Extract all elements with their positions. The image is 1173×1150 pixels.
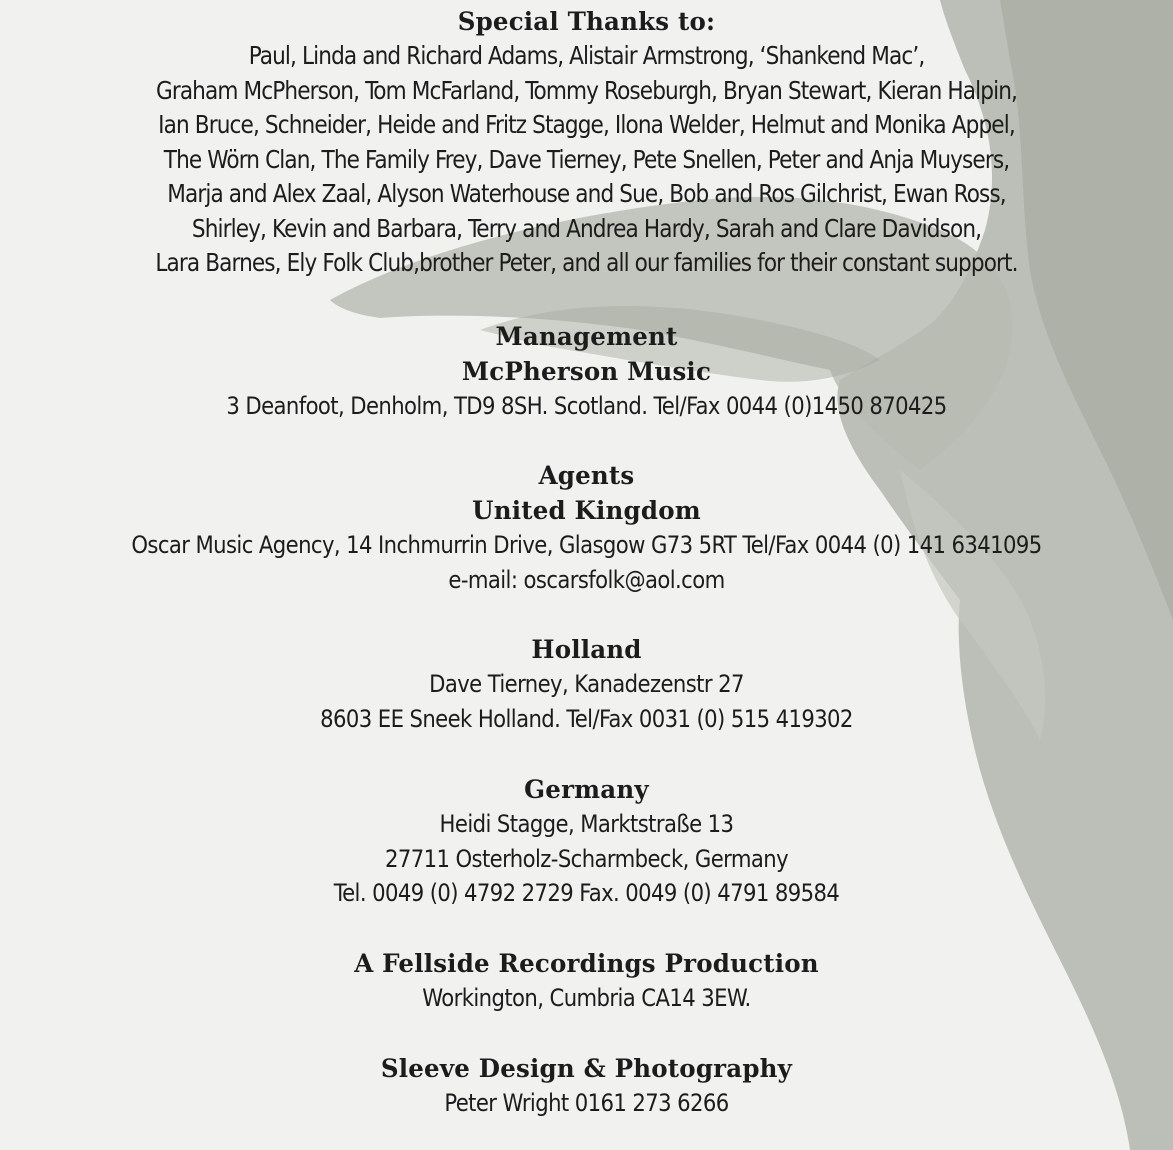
germany-line-3: Tel. 0049 (0) 4792 2729 Fax. 0049 (0) 4791 89584 (333, 879, 840, 907)
holland-line-2: 8603 EE Sneek Holland. Tel/Fax 0031 (0) 515 419302 (320, 704, 853, 733)
thanks-line: Paul, Linda and Richard Adams, Alistair Armstrong, ‘Shankend Mac’, (248, 41, 925, 70)
holland-heading: Holland (531, 635, 642, 664)
special-thanks-heading: Special Thanks to: (457, 7, 716, 36)
management-address: 3 Deanfoot, Denholm, TD9 8SH. Scotland. Tel/Fax 0044 (0)1450 870425 (226, 392, 947, 420)
agents-heading: Agents (538, 461, 635, 490)
management-section (0, 319, 1173, 424)
special-thanks-section (0, 4, 1173, 281)
agents-germany-section (0, 772, 1173, 911)
production-address: Workington, Cumbria CA14 3EW. (422, 984, 751, 1012)
thanks-line: Marja and Alex Zaal, Alyson Waterhouse and Sue, Bob and Ros Gilchrist, Ewan Ross, (167, 179, 1006, 208)
uk-agent-address: Oscar Music Agency, 14 Inchmurrin Drive, Glasgow G73 5RT Tel/Fax 0044 (0) 141 6341095 (131, 531, 1042, 559)
holland-line-1: Dave Tierney, Kanadezenstr 27 (429, 670, 744, 698)
thanks-line: Lara Barnes, Ely Folk Club,brother Peter, and all our families for their constant support. (155, 248, 1018, 277)
management-name: McPherson Music (461, 357, 712, 386)
thanks-line: The Wörn Clan, The Family Frey, Dave Tierney, Pete Snellen, Peter and Anja Muysers, (163, 144, 1010, 174)
design-credit: Peter Wright 0161 273 6266 (444, 1089, 729, 1117)
thanks-line: Ian Bruce, Schneider, Heide and Fritz Stagge, Ilona Welder, Helmut and Monika Appel, (158, 110, 1015, 139)
thanks-line: Shirley, Kevin and Barbara, Terry and Andrea Hardy, Sarah and Clare Davidson, (191, 213, 982, 243)
production-section (0, 946, 1173, 1016)
design-section (0, 1051, 1173, 1121)
germany-line-2: 27711 Osterholz-Scharmbeck, Germany (384, 844, 789, 873)
uk-heading: United Kingdom (472, 496, 701, 525)
design-heading: Sleeve Design & Photography (380, 1054, 793, 1083)
agents-uk-section (0, 458, 1173, 597)
production-heading: A Fellside Recordings Production (354, 949, 819, 978)
agents-holland-section (0, 632, 1173, 736)
thanks-line: Graham McPherson, Tom McFarland, Tommy Roseburgh, Bryan Stewart, Kieran Halpin, (155, 75, 1018, 105)
germany-line-1: Heidi Stagge, Marktstraße 13 (439, 810, 734, 838)
management-heading: Management (495, 322, 678, 351)
germany-heading: Germany (524, 775, 649, 804)
uk-agent-email: e-mail: oscarsfolk@aol.com (448, 565, 725, 594)
